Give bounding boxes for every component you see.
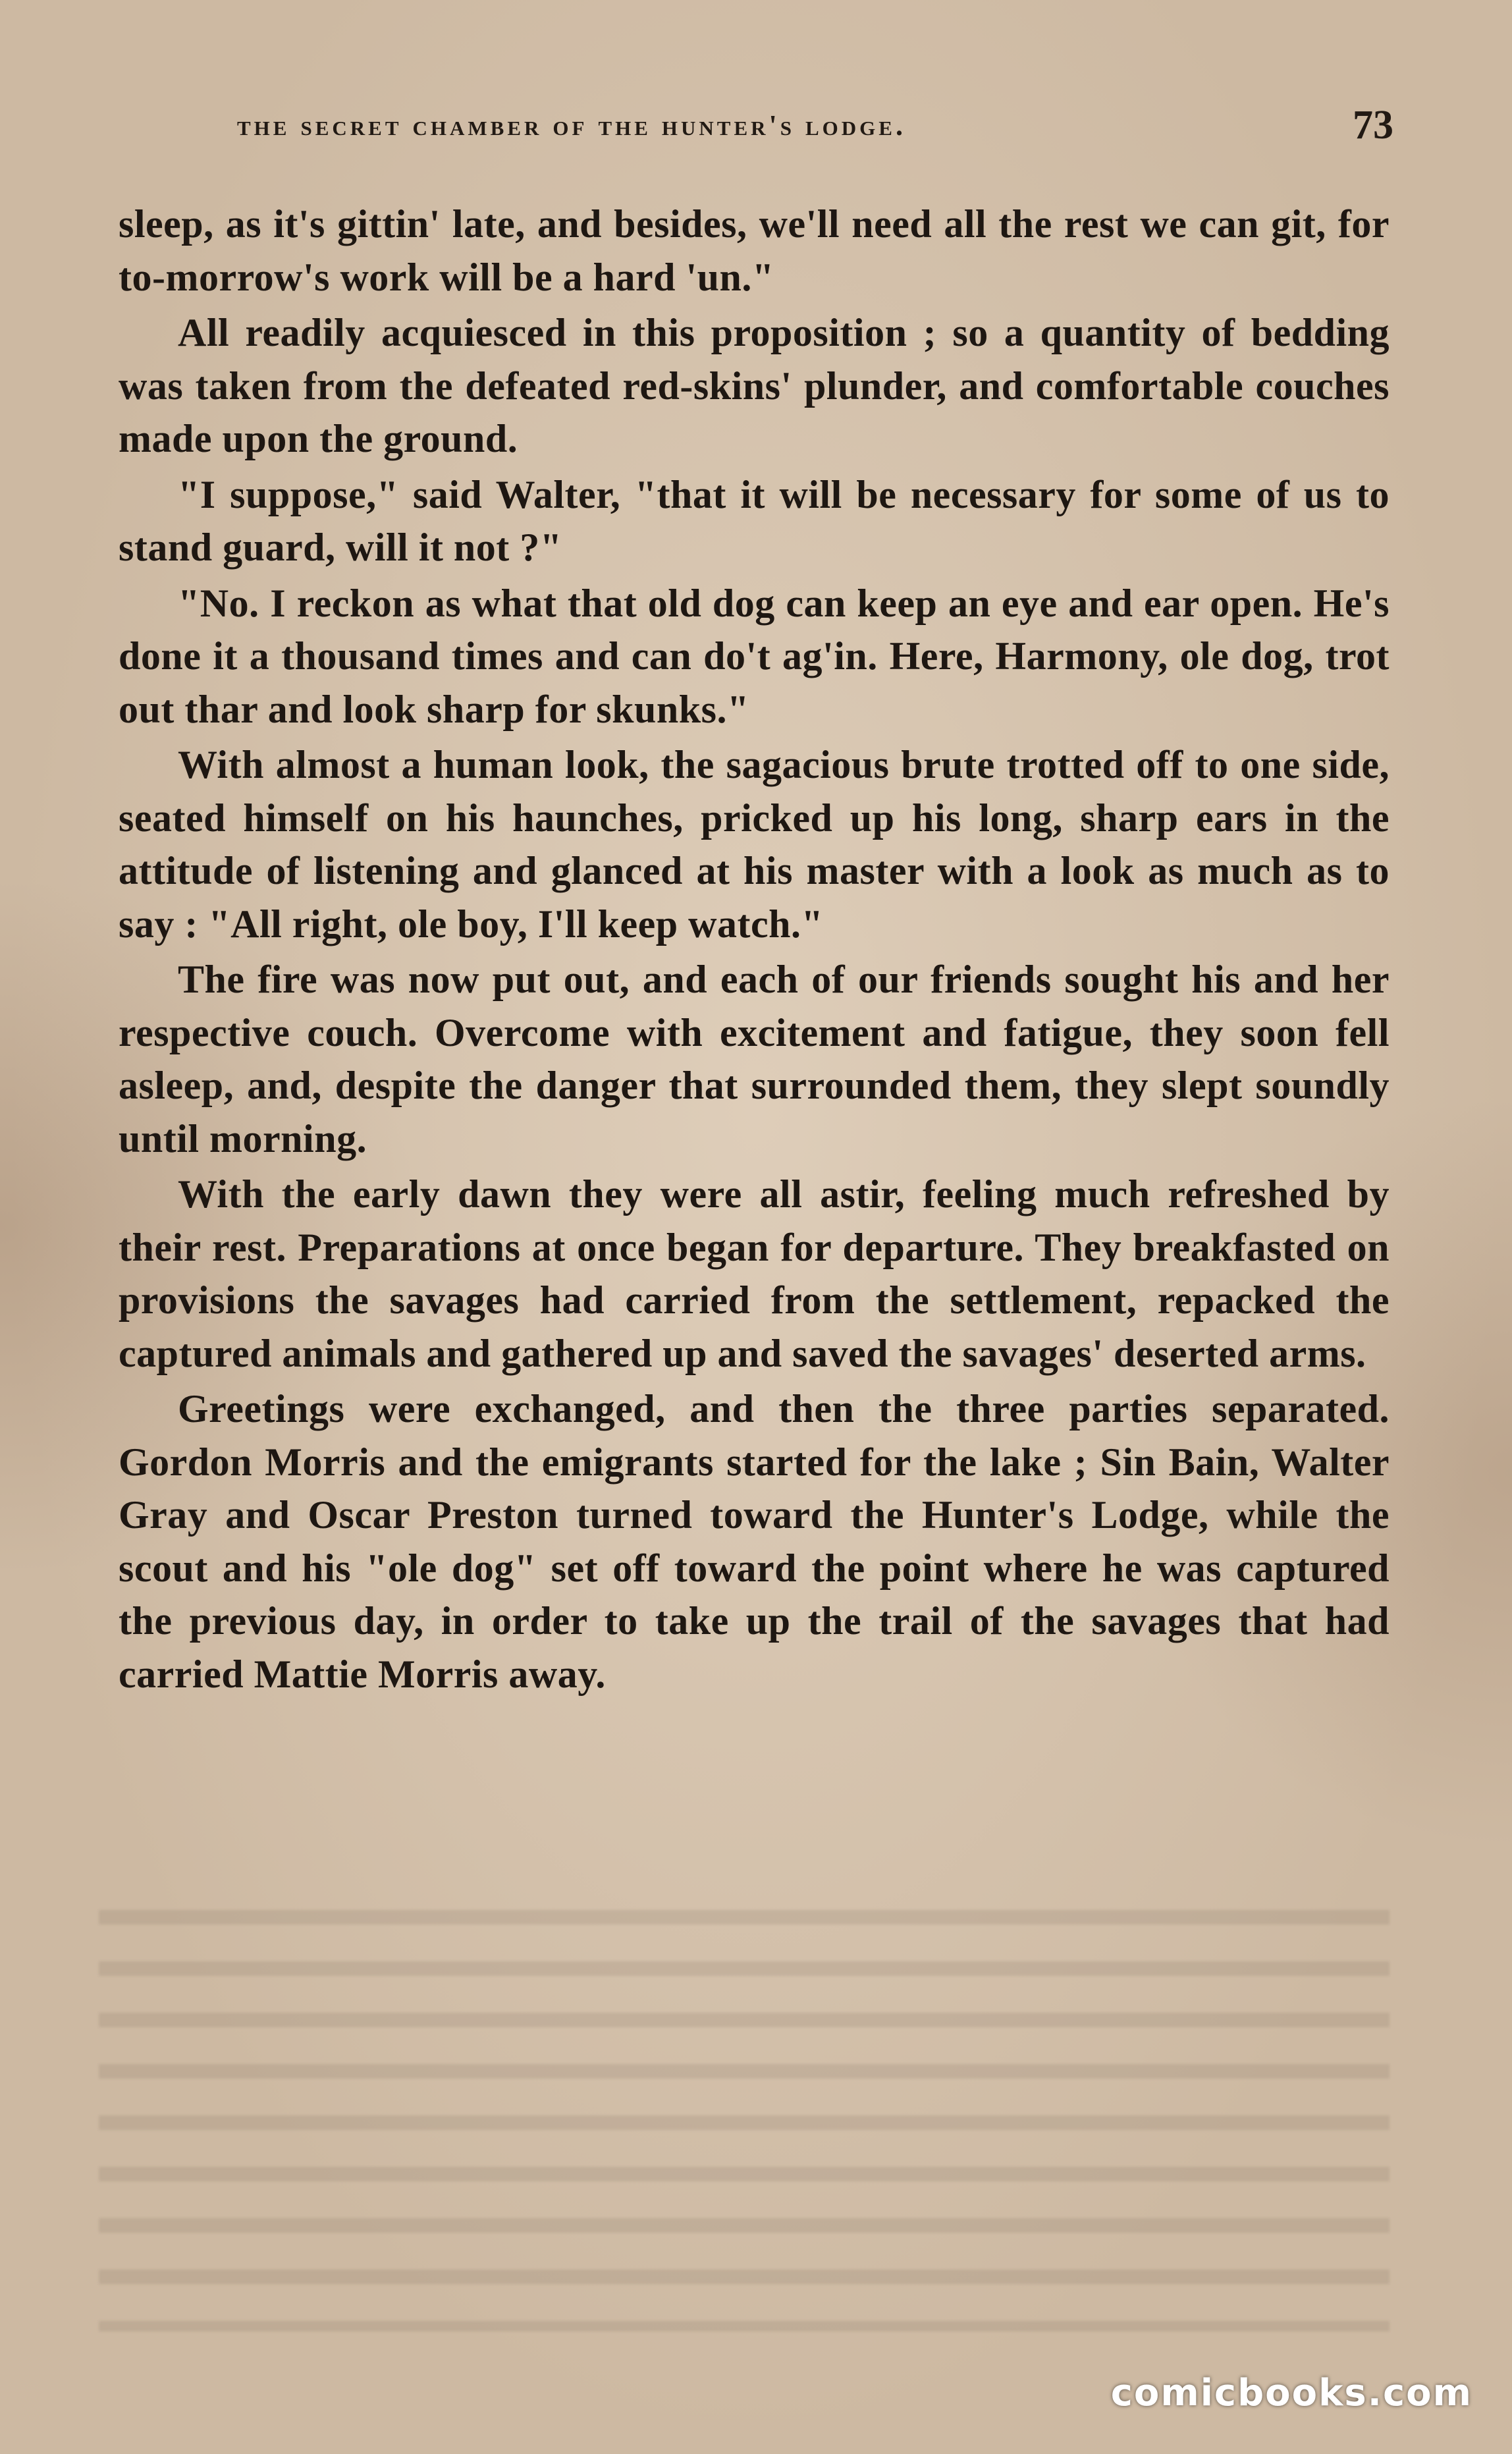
paragraph-4: "No. I reckon as what that old dog can keep an eye and ear open. He's done it a thousand times and can do't ag'in. Here, Harmony, ole dog, trot out thar and look sharp for skunks."	[119, 581, 1390, 731]
paragraph-6: The fire was now put out, and each of our friends sought his and her respective couch. Overcome with excitement and fatigue, they soon fell asleep, and, despite the danger that surrounded them, they slept soundly until morning.	[119, 958, 1390, 1160]
page-number: 73	[1353, 102, 1393, 148]
source-watermark: comicbooks.com	[1110, 2372, 1472, 2414]
paragraph-2: All readily acquiesced in this proposition ; so a quantity of bedding was taken from the defeated red-skins' plunder, and comfortable couches made upon the ground.	[119, 311, 1390, 460]
paragraph-1: sleep, as it's gittin' late, and besides, we'll need all the rest we can git, for to-morrow's work will be a hard 'un."	[119, 202, 1390, 299]
reverse-side-bleed-through	[99, 1884, 1390, 2331]
paragraph-3: "I suppose," said Walter, "that it will be necessary for some of us to stand guard, will it not ?"	[119, 472, 1390, 569]
paragraph-8: Greetings were exchanged, and then the three parties separated. Gordon Morris and the emigrants started for the lake ; Sin Bain, Walter Gray and Oscar Preston turned toward the Hunter's Lodge, while the scout and his "ole dog" set off toward the point where he was captured the previous day, in order to take up the trail of the savages that had carried Mattie Morris away.	[119, 1387, 1390, 1696]
paragraph-7: With the early dawn they were all astir, feeling much refreshed by their rest. Preparations at once began for departure. They breakfasted on provisions the savages had carried from the settlement, repacked the captured animals and gathered up and saved the savages' deserted arms.	[119, 1172, 1390, 1375]
running-title: the secret chamber of the hunter's lodge.	[237, 109, 906, 142]
running-head	[237, 99, 1393, 151]
paragraph-5: With almost a human look, the sagacious brute trotted off to one side, seated himself on his haunches, pricked up his long, sharp ears in the attitude of listening and glanced at his master with a look as much as to say : "All right, ole boy, I'll keep watch."	[119, 743, 1390, 946]
body-text	[119, 198, 1390, 1703]
